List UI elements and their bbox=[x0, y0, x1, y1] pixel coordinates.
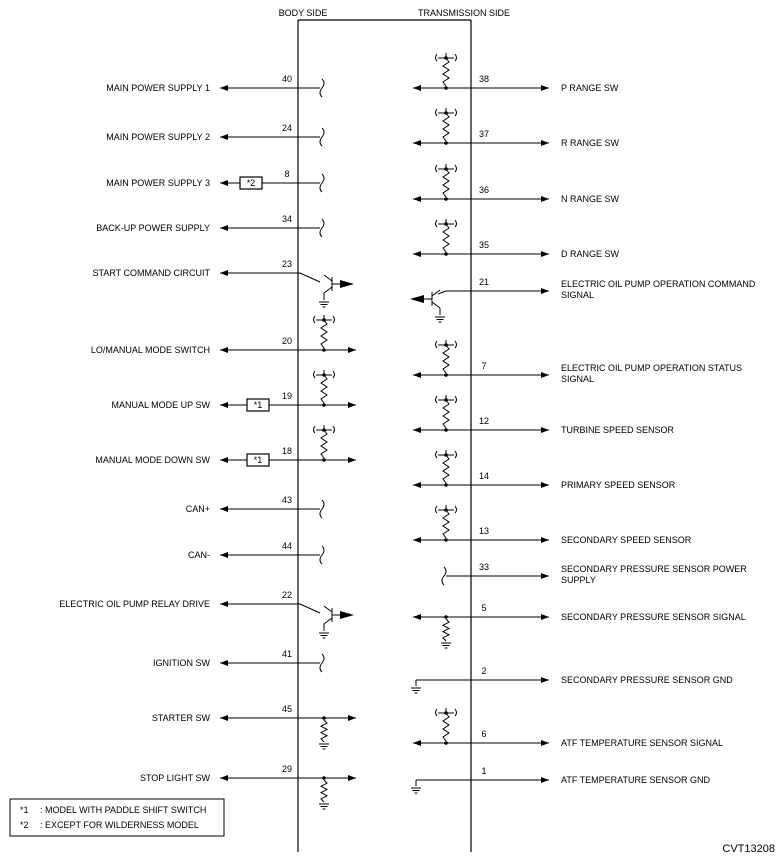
transmission-pin-number: 35 bbox=[478, 240, 490, 250]
transmission-signal-row bbox=[413, 340, 742, 384]
transmission-signal-label: SECONDARY PRESSURE SENSOR POWER bbox=[561, 564, 747, 574]
transmission-signal-row bbox=[413, 450, 676, 490]
body-side-signals bbox=[59, 74, 356, 809]
transmission-signal-row bbox=[410, 277, 756, 322]
body-signal-label: CAN+ bbox=[185, 504, 210, 514]
transmission-pin-number: 5 bbox=[481, 603, 487, 613]
figure-code: CVT13208 bbox=[722, 843, 775, 855]
body-pin-number: 34 bbox=[281, 214, 293, 224]
body-pin-number: 20 bbox=[281, 336, 293, 346]
transmission-signal-label-line2: SUPPLY bbox=[561, 575, 596, 585]
body-signal-row bbox=[92, 259, 354, 307]
transmission-signal-label: ELECTRIC OIL PUMP OPERATION COMMAND bbox=[561, 279, 756, 289]
body-pin-number: 8 bbox=[284, 169, 290, 179]
transmission-signal-label: ATF TEMPERATURE SENSOR GND bbox=[561, 775, 711, 785]
transmission-signal-label: SECONDARY PRESSURE SENSOR SIGNAL bbox=[561, 612, 746, 622]
body-signal-label: MAIN POWER SUPPLY 3 bbox=[106, 178, 210, 188]
body-signal-label: MAIN POWER SUPPLY 2 bbox=[106, 132, 210, 142]
body-signal-label: ELECTRIC OIL PUMP RELAY DRIVE bbox=[59, 599, 210, 609]
transmission-signal-label: PRIMARY SPEED SENSOR bbox=[561, 480, 676, 490]
body-pin-number: 29 bbox=[281, 764, 293, 774]
body-signal-label: CAN- bbox=[188, 550, 210, 560]
transmission-pin-number: 33 bbox=[478, 562, 490, 572]
body-pin-number: 44 bbox=[281, 541, 293, 551]
legend-text-1: : MODEL WITH PADDLE SHIFT SWITCH bbox=[40, 805, 207, 815]
legend-mark-1: *1 bbox=[20, 805, 29, 815]
body-signal-row bbox=[106, 123, 324, 146]
body-pin-number: 19 bbox=[281, 391, 293, 401]
transmission-side-signals bbox=[410, 53, 756, 793]
transmission-signal-row bbox=[413, 108, 620, 148]
transmission-signal-row bbox=[413, 603, 746, 648]
legend-text-2: : EXCEPT FOR WILDERNESS MODEL bbox=[40, 820, 199, 830]
note-marker: *2 bbox=[246, 178, 256, 188]
body-signal-row bbox=[111, 370, 356, 411]
transmission-signal-row bbox=[413, 505, 692, 545]
transmission-pin-number: 37 bbox=[478, 129, 490, 139]
body-signal-label: MAIN POWER SUPPLY 1 bbox=[106, 83, 210, 93]
body-signal-row bbox=[152, 704, 356, 749]
transmission-signal-label: D RANGE SW bbox=[561, 249, 620, 259]
body-signal-row bbox=[59, 590, 354, 638]
transmission-signal-row bbox=[411, 666, 733, 693]
body-signal-row bbox=[95, 425, 356, 466]
note-marker: *1 bbox=[253, 400, 263, 410]
note-marker: *1 bbox=[253, 455, 263, 465]
legend-box bbox=[10, 799, 224, 836]
body-signal-row bbox=[106, 74, 324, 97]
body-side-header: BODY SIDE bbox=[278, 8, 328, 18]
body-signal-label: BACK-UP POWER SUPPLY bbox=[96, 223, 210, 233]
transmission-signal-label: TURBINE SPEED SENSOR bbox=[561, 425, 675, 435]
body-pin-number: 23 bbox=[281, 259, 293, 269]
transmission-signal-row bbox=[413, 395, 675, 435]
transmission-signal-label: ELECTRIC OIL PUMP OPERATION STATUS bbox=[561, 363, 743, 373]
transmission-signal-label: SECONDARY PRESSURE SENSOR GND bbox=[561, 675, 733, 685]
transmission-pin-number: 1 bbox=[481, 766, 487, 776]
transmission-signal-row bbox=[413, 219, 620, 259]
transmission-signal-row bbox=[442, 562, 747, 585]
transmission-signal-label: SECONDARY SPEED SENSOR bbox=[561, 535, 692, 545]
body-pin-number: 22 bbox=[281, 590, 293, 600]
transmission-pin-number: 38 bbox=[478, 74, 490, 84]
legend-mark-2: *2 bbox=[20, 820, 29, 830]
transmission-signal-label: P RANGE SW bbox=[561, 83, 619, 93]
body-pin-number: 24 bbox=[281, 123, 293, 133]
body-signal-label: LO/MANUAL MODE SWITCH bbox=[90, 345, 210, 355]
transmission-signal-row bbox=[411, 766, 711, 793]
transmission-pin-number: 36 bbox=[478, 185, 490, 195]
body-pin-number: 18 bbox=[281, 446, 293, 456]
transmission-pin-number: 21 bbox=[478, 277, 490, 287]
body-signal-label: MANUAL MODE DOWN SW bbox=[95, 455, 210, 465]
transmission-signal-label: ATF TEMPERATURE SENSOR SIGNAL bbox=[561, 738, 724, 748]
transmission-signal-label-line2: SIGNAL bbox=[561, 374, 595, 384]
transmission-side-header: TRANSMISSION SIDE bbox=[417, 8, 511, 18]
body-signal-row bbox=[91, 315, 356, 355]
transmission-pin-number: 6 bbox=[481, 729, 487, 739]
transmission-signal-label: N RANGE SW bbox=[561, 194, 620, 204]
transmission-pin-number: 13 bbox=[478, 526, 490, 536]
transmission-signal-row bbox=[413, 708, 723, 748]
body-pin-number: 43 bbox=[281, 495, 293, 505]
body-signal-label: START COMMAND CIRCUIT bbox=[92, 268, 210, 278]
transmission-pin-number: 14 bbox=[478, 471, 490, 481]
body-signal-label: STOP LIGHT SW bbox=[139, 773, 210, 783]
body-pin-number: 45 bbox=[281, 704, 293, 714]
body-signal-row bbox=[106, 169, 324, 192]
transmission-pin-number: 12 bbox=[478, 416, 490, 426]
transmission-pin-number: 7 bbox=[481, 361, 487, 371]
transmission-signal-row bbox=[413, 53, 619, 93]
body-signal-row bbox=[96, 214, 324, 237]
body-signal-label: IGNITION SW bbox=[153, 658, 210, 668]
body-signal-row bbox=[188, 541, 324, 564]
transmission-signal-row bbox=[413, 164, 620, 204]
transmission-pin-number: 2 bbox=[481, 666, 487, 676]
body-signal-label: STARTER SW bbox=[151, 713, 210, 723]
body-pin-number: 41 bbox=[281, 649, 293, 659]
body-signal-row bbox=[186, 495, 324, 518]
body-pin-number: 40 bbox=[281, 74, 293, 84]
body-signal-label: MANUAL MODE UP SW bbox=[111, 400, 210, 410]
transmission-signal-label: R RANGE SW bbox=[561, 138, 620, 148]
transmission-signal-label-line2: SIGNAL bbox=[561, 290, 595, 300]
